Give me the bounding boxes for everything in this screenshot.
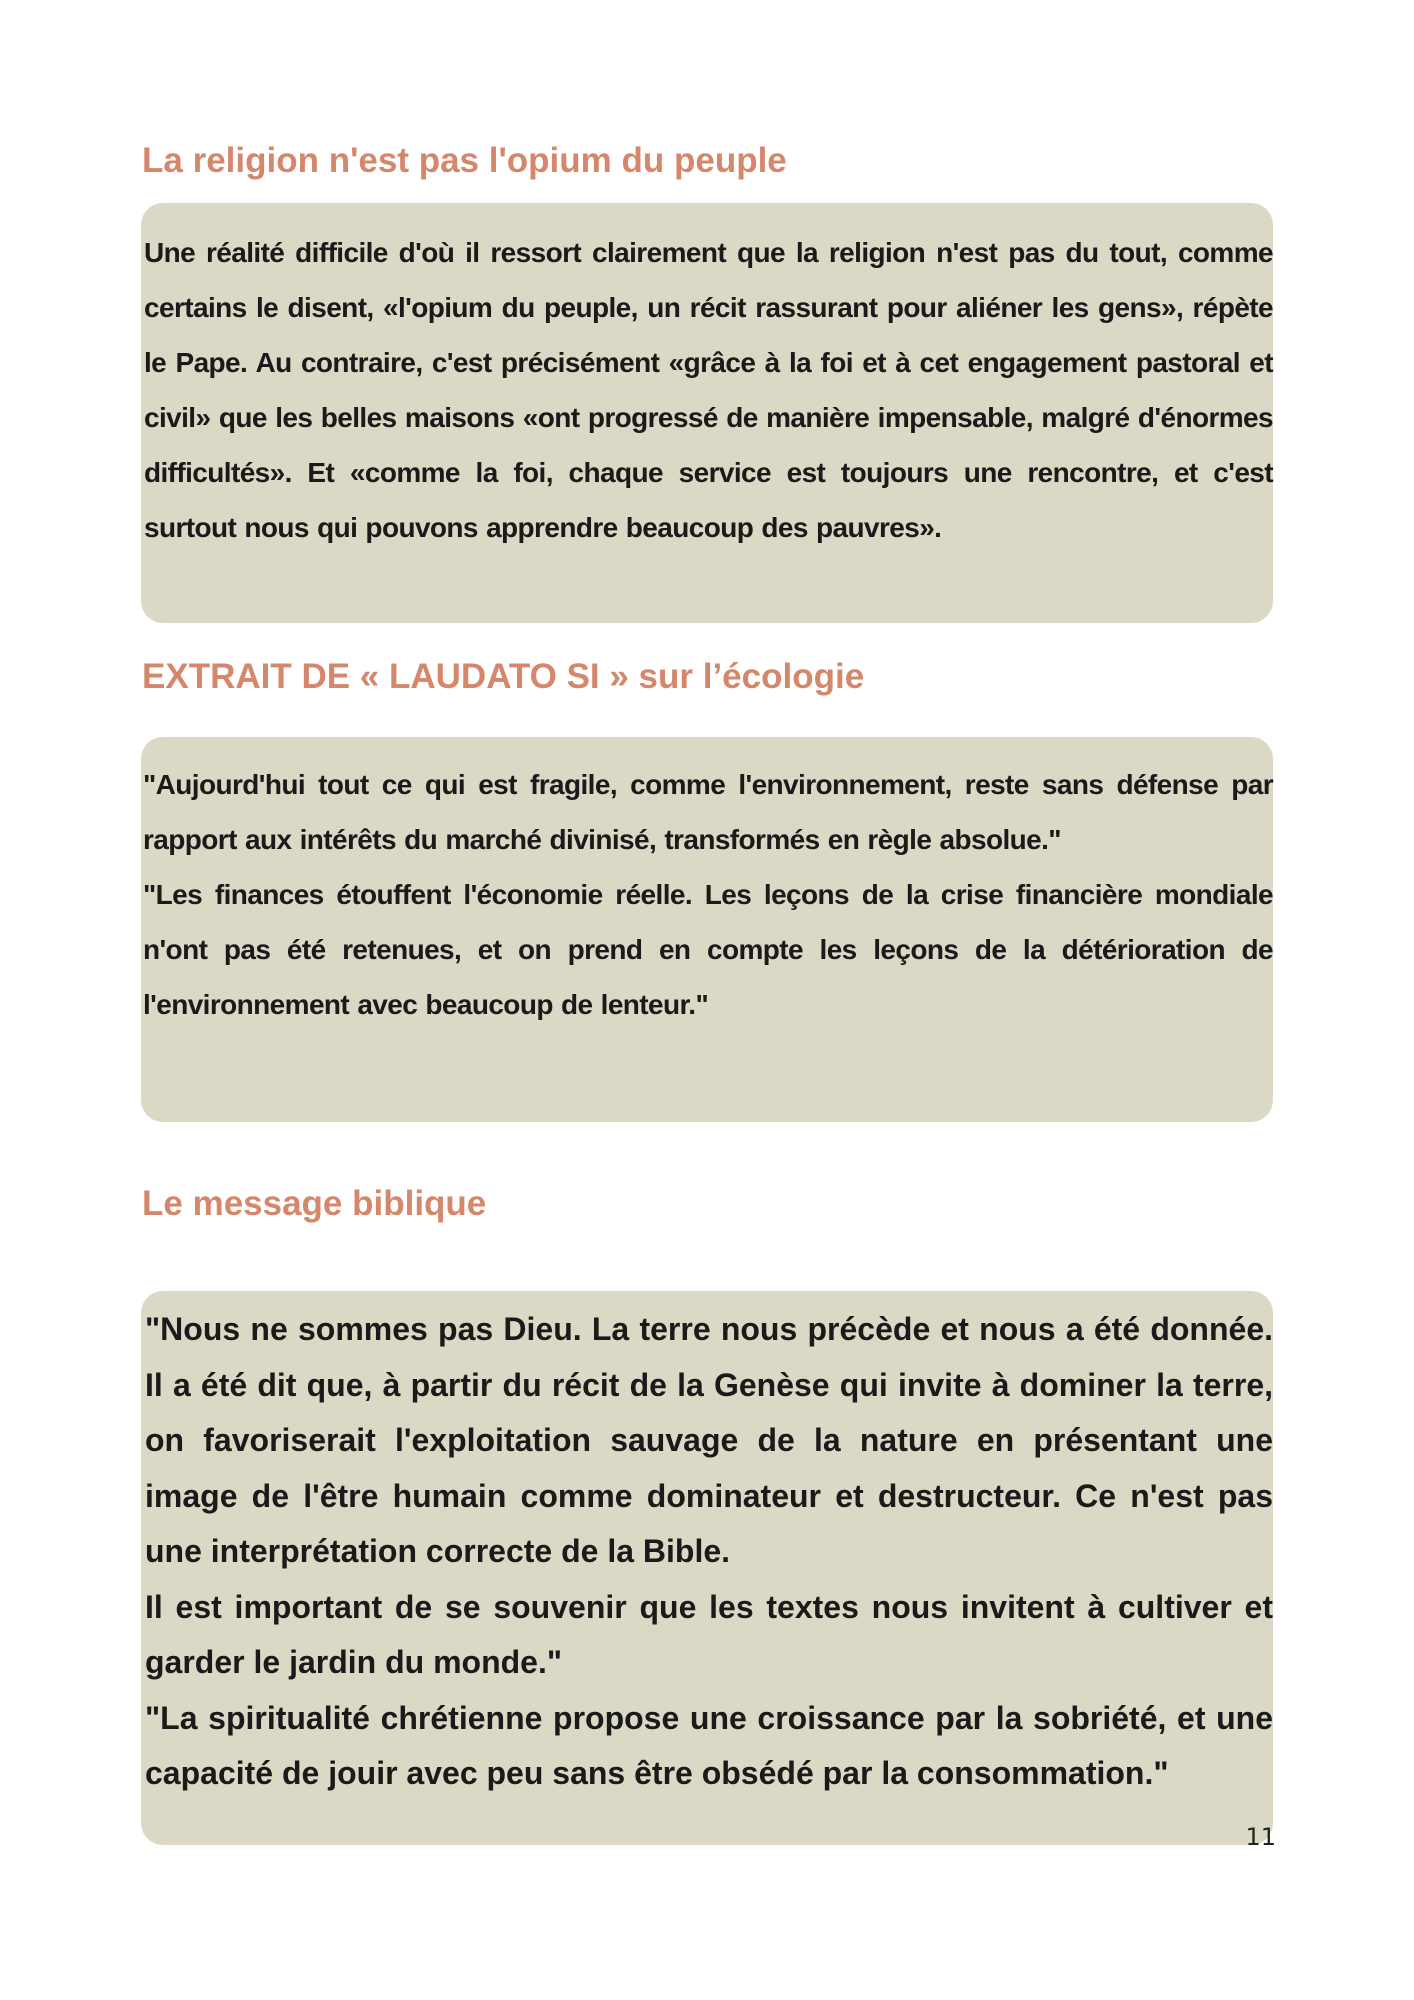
biblical-message-text-box: [141, 1291, 1273, 1845]
section-heading-laudato-si: EXTRAIT DE « LAUDATO SI » sur l’écologie: [142, 657, 865, 696]
religion-text-box: [141, 203, 1273, 623]
religion-paragraph: Une réalité difficile d'où il ressort clairement que la religion n'est pas du tout, comme certains le disent, «l'opium du peuple, un récit rassurant pour aliéner les gens», répète le Pape. Au contraire, c'est précisément «grâce à la foi et à cet engagement pastoral et civil» que les belles maisons «ont progressé de manière impensable, malgré d'énormes difficultés». Et «comme la foi, chaque service est toujours une rencontre, et c'est surtout nous qui pouvons apprendre beaucoup des pauvres».: [144, 237, 1273, 543]
biblical-quote-2: Il est important de se souvenir que les textes nous invitent à cultiver et garder le jardin du monde.": [145, 1588, 1273, 1680]
section-heading-biblical-message: Le message biblique: [142, 1184, 487, 1223]
laudato-si-quote-2: "Les finances étouffent l'économie réelle. Les leçons de la crise financière mondiale n'ont pas été retenues, et on prend en compte les leçons de la détérioration de l'environnement avec beaucoup de lenteur.": [143, 879, 1273, 1020]
section-heading-religion: La religion n'est pas l'opium du peuple: [142, 141, 787, 180]
biblical-quote-1: "Nous ne sommes pas Dieu. La terre nous précède et nous a été donnée. Il a été dit que, à partir du récit de la Genèse qui invite à dominer la terre, on favoriserait l'exploitation sauvage de la nature en présentant une image de l'être humain comme dominateur et destructeur. Ce n'est pas une interprétation correcte de la Bible.: [145, 1311, 1273, 1569]
laudato-si-text-box: [141, 737, 1273, 1122]
laudato-si-quote-1: "Aujourd'hui tout ce qui est fragile, comme l'environnement, reste sans défense par rapport aux intérêts du marché divinisé, transformés en règle absolue.": [143, 769, 1273, 855]
page-number: 11: [1245, 1823, 1276, 1851]
biblical-quote-3: "La spiritualité chrétienne propose une croissance par la sobriété, et une capacité de jouir avec peu sans être obsédé par la consommation.": [145, 1699, 1273, 1791]
